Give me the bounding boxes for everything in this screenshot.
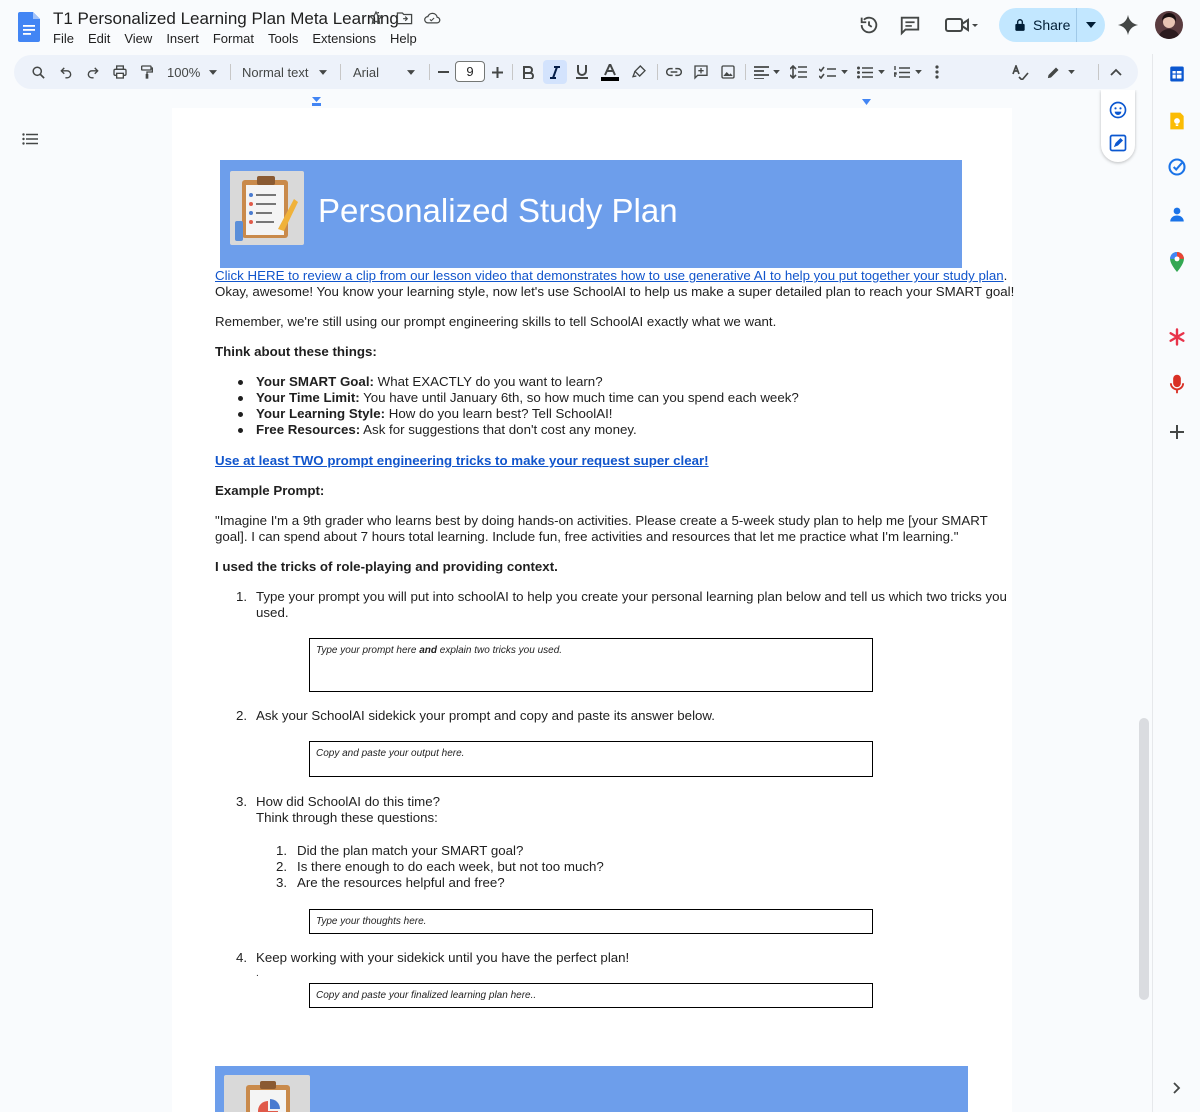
menu-tools[interactable]: Tools <box>268 31 299 46</box>
decrease-font-size-icon[interactable] <box>436 62 450 82</box>
sub-question-1: Did the plan match your SMART goal? <box>297 843 524 858</box>
chevron-down-icon <box>407 70 415 75</box>
editing-mode-select[interactable] <box>1042 62 1078 82</box>
step-4-number: 4. <box>236 950 248 965</box>
share-button[interactable] <box>999 8 1077 42</box>
side-panel <box>1152 54 1200 1112</box>
gemini-icon[interactable] <box>1116 13 1140 37</box>
bullet-label: Your Time Limit: <box>256 390 360 405</box>
spell-check-icon[interactable] <box>1010 62 1030 82</box>
chevron-down-icon <box>878 70 885 74</box>
checklist-icon <box>819 66 836 79</box>
sheets-icon[interactable] <box>1167 64 1187 84</box>
numbered-list-select[interactable] <box>891 62 925 82</box>
toolbar-divider <box>657 64 658 80</box>
font-size-input[interactable]: 9 <box>455 61 485 82</box>
insert-image-icon[interactable] <box>718 62 738 82</box>
prompt-answer-placeholder <box>316 645 562 656</box>
addon-asterisk-icon[interactable] <box>1167 327 1187 347</box>
step-2-number: 2. <box>236 708 248 723</box>
underline-icon[interactable] <box>574 62 590 82</box>
chevron-down-icon <box>841 70 848 74</box>
sub-question-2-number: 2. <box>276 859 288 874</box>
toolbar-divider <box>1098 64 1099 80</box>
tasks-icon[interactable] <box>1167 157 1187 177</box>
chevron-down-icon <box>773 70 780 74</box>
remember-paragraph: Remember, we're still using our prompt engineering skills to tell SchoolAI exactly what we want. <box>215 314 777 329</box>
step-1-line-1: Type your prompt you will put into schoolAI to help you create your personal learning plan below and tell us which two tricks you <box>256 589 1007 604</box>
bulleted-list-icon <box>857 66 873 79</box>
hide-menus-icon[interactable] <box>1106 62 1126 82</box>
example-line-2: goal]. I can spend about 7 hours total learning. Include fun, free activities and resources that let me practice what I'm learning." <box>215 529 959 544</box>
bullet-smart-goal <box>256 374 603 390</box>
vertical-scrollbar[interactable] <box>1139 718 1149 1000</box>
share-label: Share <box>1033 17 1071 33</box>
search-menus-icon[interactable] <box>28 62 48 82</box>
menu-format[interactable]: Format <box>212 31 254 46</box>
step-3-line-1: How did SchoolAI do this time? <box>256 794 441 809</box>
example-line-1: "Imagine I'm a 9th grader who learns best by doing hands-on activities. Please create a 5-week study plan to help me [your SMART <box>215 513 988 528</box>
pencil-icon <box>1046 65 1061 80</box>
add-comment-icon[interactable] <box>691 62 711 82</box>
maps-icon[interactable] <box>1167 252 1187 272</box>
font-family-value: Arial <box>353 64 380 80</box>
expand-panel-icon[interactable] <box>1167 1078 1187 1098</box>
contacts-icon[interactable] <box>1167 204 1187 224</box>
prompt-answer-box[interactable] <box>309 638 873 692</box>
step-2-line-1: Ask your SchoolAI sidekick your prompt and copy and paste its answer below. <box>256 708 715 723</box>
formatting-toolbar <box>14 55 1138 89</box>
step-3-number: 3. <box>236 794 248 809</box>
title-bar <box>0 0 1200 54</box>
checklist-select[interactable] <box>816 62 850 82</box>
align-select[interactable] <box>751 62 783 82</box>
emoji-reaction-icon[interactable] <box>1108 100 1128 125</box>
think-heading: Think about these things: <box>215 344 377 359</box>
output-placeholder: Copy and paste your output here. <box>316 748 465 759</box>
numbered-list-icon <box>894 66 910 79</box>
highlight-color-icon[interactable] <box>629 62 649 82</box>
bold-icon[interactable] <box>520 62 536 82</box>
bullet-text: How do you learn best? Tell SchoolAI! <box>385 406 613 421</box>
step-4-line-1: Keep working with your sidekick until you have the perfect plan! <box>256 950 630 965</box>
bulleted-list-select[interactable] <box>854 62 888 82</box>
thoughts-placeholder: Type your thoughts here. <box>316 916 427 927</box>
font-family-select[interactable] <box>353 62 419 82</box>
final-plan-box[interactable] <box>309 983 873 1008</box>
menu-view[interactable]: View <box>124 31 153 46</box>
chevron-down-icon <box>209 70 217 75</box>
voice-recorder-icon[interactable] <box>1167 374 1187 394</box>
bullet-learning-style <box>256 406 612 422</box>
zoom-value: 100% <box>167 64 201 80</box>
sub-question-3-number: 3. <box>276 875 288 890</box>
output-box[interactable] <box>309 741 873 777</box>
bullet-label: Free Resources: <box>256 422 361 437</box>
insert-link-icon[interactable] <box>664 62 684 82</box>
toolbar-divider <box>429 64 430 80</box>
example-heading: Example Prompt: <box>215 483 325 498</box>
placeholder-text: Type your prompt here <box>316 645 420 656</box>
text-color-icon[interactable] <box>600 62 620 82</box>
bullet-free-resources <box>256 422 637 438</box>
lock-icon <box>1013 18 1027 32</box>
used-tricks-heading: I used the tricks of role-playing and providing context. <box>215 559 558 574</box>
floating-side-actions <box>1101 90 1135 162</box>
sub-question-3: Are the resources helpful and free? <box>297 875 505 890</box>
toolbar-divider <box>745 64 746 80</box>
step-3-line-2: Think through these questions: <box>256 810 438 825</box>
document-title[interactable]: T1 Personalized Learning Plan Meta Learning <box>53 9 399 28</box>
bullet-time-limit <box>256 390 799 406</box>
bullet-text: Ask for suggestions that don't cost any money. <box>360 422 637 437</box>
menu-edit[interactable]: Edit <box>87 31 111 46</box>
chevron-down-icon <box>1068 70 1075 74</box>
share-dropdown-icon[interactable] <box>1077 8 1105 42</box>
chevron-down-icon <box>319 70 327 75</box>
step-1-line-2: used. <box>256 605 289 620</box>
share-group <box>999 8 1105 42</box>
banner-title: Personalized Study Plan <box>318 192 678 229</box>
increase-font-size-icon[interactable] <box>490 62 504 82</box>
chart-illustration <box>224 1075 310 1112</box>
toolbar-divider <box>340 64 341 80</box>
redo-icon[interactable] <box>83 62 103 82</box>
clipboard-illustration <box>230 171 304 245</box>
bullet-text: What EXACTLY do you want to learn? <box>373 374 603 389</box>
undo-icon[interactable] <box>56 62 76 82</box>
placeholder-bold: and <box>419 645 437 656</box>
study-plan-banner <box>220 160 962 268</box>
menu-bar <box>46 30 424 47</box>
intro-paragraph: Okay, awesome! You know your learning style, now let's use SchoolAI to help us make a super detailed plan to reach your SMART goal! <box>215 284 1015 299</box>
paragraph-style-value: Normal text <box>242 64 309 80</box>
next-section-banner <box>215 1066 968 1112</box>
thoughts-box[interactable] <box>309 909 873 934</box>
italic-icon[interactable] <box>543 60 567 84</box>
version-history-icon[interactable] <box>857 13 881 37</box>
move-folder-icon[interactable] <box>395 9 413 27</box>
final-plan-placeholder: Copy and paste your finalized learning plan here.. <box>316 990 537 1001</box>
menu-insert[interactable]: Insert <box>166 31 199 46</box>
star-icon[interactable] <box>367 9 385 27</box>
video-link-period: . <box>1003 268 1008 283</box>
add-addon-icon[interactable] <box>1167 422 1187 442</box>
meet-icon[interactable] <box>943 13 979 37</box>
line-spacing-icon[interactable] <box>788 62 808 82</box>
video-link[interactable]: Click HERE to review a clip from our lesson video that demonstrates how to use generative AI to help you put together your study plan <box>215 268 1004 283</box>
align-left-icon <box>754 66 769 79</box>
more-options-icon[interactable] <box>930 62 944 82</box>
bullet-label: Your SMART Goal: <box>256 374 374 389</box>
print-icon[interactable] <box>110 62 130 82</box>
sub-question-2: Is there enough to do each week, but not too much? <box>297 859 604 874</box>
document-page[interactable] <box>172 108 1015 1112</box>
stray-dot: . <box>256 968 259 979</box>
ruler-indent-markers[interactable] <box>0 96 1152 108</box>
comments-icon[interactable] <box>898 13 922 37</box>
document-canvas[interactable] <box>0 90 1152 1112</box>
paint-format-icon[interactable] <box>137 62 157 82</box>
toolbar-divider <box>512 64 513 80</box>
document-outline-icon[interactable] <box>22 132 38 150</box>
tricks-link[interactable]: Use at least TWO prompt engineering tricks to make your request super clear! <box>215 453 709 468</box>
menu-help[interactable]: Help <box>389 31 417 46</box>
avatar[interactable] <box>1155 11 1183 39</box>
paragraph-style-select[interactable] <box>242 62 328 82</box>
suggest-edits-icon[interactable] <box>1108 133 1128 158</box>
step-1-number: 1. <box>236 589 248 604</box>
docs-logo-icon[interactable] <box>18 12 40 42</box>
placeholder-text: explain two tricks you used. <box>436 645 563 656</box>
toolbar-divider <box>230 64 231 80</box>
chevron-down-icon <box>915 70 922 74</box>
video-link-line <box>215 268 1007 284</box>
cloud-status-icon[interactable] <box>423 9 441 27</box>
keep-icon[interactable] <box>1167 111 1187 131</box>
sub-question-1-number: 1. <box>276 843 288 858</box>
bullet-text: You have until January 6th, so how much time can you spend each week? <box>359 390 799 405</box>
menu-file[interactable]: File <box>53 31 74 46</box>
bullet-label: Your Learning Style: <box>256 406 386 421</box>
zoom-select[interactable] <box>167 62 219 82</box>
menu-extensions[interactable]: Extensions <box>312 31 376 46</box>
